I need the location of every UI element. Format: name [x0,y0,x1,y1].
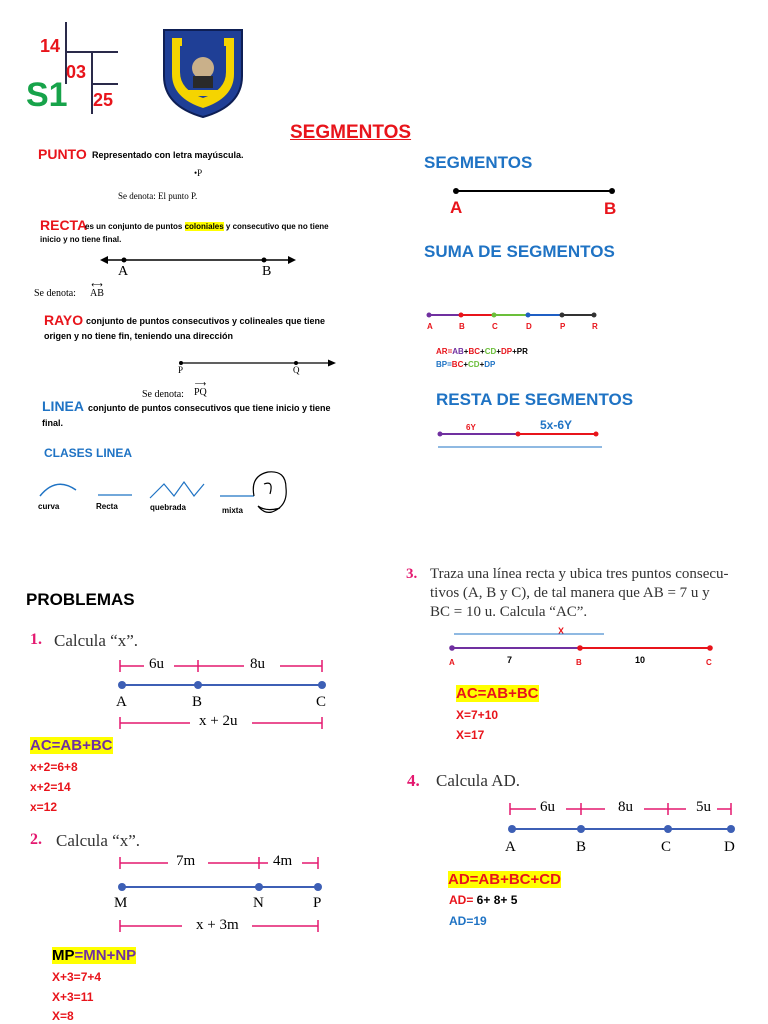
p2-top-label-2: 4m [273,853,293,869]
rayo-label-p: P [178,365,184,375]
date-year: 25 [93,90,114,110]
p1-text: Calcula “x”. [54,631,139,650]
p2-equation [52,947,136,964]
p2-step-2: X+3=11 [52,990,94,1004]
segment-label-b: B [604,199,617,218]
suma-eq1-lhs: AR [436,347,448,356]
suma-eq1-t4: DP [500,347,513,356]
suma-equation-2: BP=BC+CD+DP [436,360,496,369]
suma-diagram [426,310,606,320]
p4-point-a: A [505,839,516,855]
punto-term: PUNTO [38,146,87,162]
rayo-denota: Se denota: [142,389,184,400]
p1-step-1: x+2=6+8 [30,760,78,774]
session-label: S1 [26,76,68,114]
linea-desc-a: conjunto de puntos consecutivos que tiene inicio y tiene [88,403,331,413]
p3-text-b: tivos (A, B y C), de tal manera que AB = 7 u y [430,585,710,601]
recta-desc-line2: inicio y no tiene final. [40,235,122,244]
recta-desc-line1 [85,222,329,231]
p2-point-n: N [253,895,264,911]
suma-point-r: R [592,322,598,331]
p2-point-m: M [114,895,128,911]
date-day: 14 [40,36,61,56]
p1-top-label-2: 8u [250,656,265,672]
suma-eq2-t3: DP [484,360,496,369]
p4-point-c: C [661,839,672,855]
p2-top-label-1: 7m [176,853,196,869]
p1-step-2: x+2=14 [30,780,71,794]
clases-recta-label: Recta [96,502,118,511]
suma-point-b: B [459,322,465,331]
recta-notation-text: AB [90,288,104,299]
recta-denota: Se denota: [34,288,76,299]
p1-step-3: x=12 [30,800,58,814]
recta-term: RECTA [40,217,88,233]
segment-label-a: A [450,198,463,217]
segmentos-subtitle: SEGMENTOS [424,153,533,172]
p2-eq-lhs: MP [52,947,75,964]
p3-diagram [448,632,718,656]
punto-desc: Representado con letra mayúscula. [92,150,244,160]
punto-point-label: P [197,168,203,178]
p3-number: 3. [406,566,418,582]
p4-top-label-1: 6u [540,799,555,815]
p1-equation: AC=AB+BC [30,737,113,754]
resta-title: RESTA DE SEGMENTOS [436,390,634,409]
school-crest-logo [160,24,246,120]
recta-notation: ⟷ AB [90,280,104,299]
p2-point-p: P [313,895,322,911]
suma-eq1-t1: AB [452,347,464,356]
clases-title: CLASES LINEA [44,446,133,460]
rayo-label-q: Q [293,365,300,375]
p3-point-b: B [576,658,582,667]
p2-step-3: X=8 [52,1009,74,1023]
p3-equation: AC=AB+BC [456,685,539,702]
p4-point-b: B [576,839,587,855]
clases-quebrada-label: quebrada [150,503,187,512]
p2-eq-rhs: =MN+NP [74,947,137,964]
p2-number: 2. [30,831,42,848]
clases-curva-label: curva [38,502,60,511]
p2-text: Calcula “x”. [56,831,141,850]
p1-top-label-1: 6u [149,656,164,672]
suma-eq1-t2: BC [468,347,481,356]
recta-desc-b: y consecutivo que no tiene [223,222,329,231]
rayo-diagram [178,358,338,368]
p4-text: Calcula AD. [436,771,521,790]
recta-desc-highlight: coloniales [184,222,224,231]
p4-step-2: AD=19 [449,914,487,928]
p3-text-c: BC = 10 u. Calcula “AC”. [430,604,588,620]
clases-shapes [36,466,306,526]
p4-point-d: D [724,839,735,855]
p4-top-label-2: 8u [618,799,633,815]
p1-point-a: A [116,694,127,710]
problemas-title: PROBLEMAS [26,590,135,609]
p4-step-1-rhs: 6+ 8+ 5 [473,893,518,907]
suma-eq2-t2: CD [468,360,480,369]
p3-point-c: C [706,658,712,667]
segment-ab-diagram [452,186,622,196]
recta-desc-a: es un conjunto de puntos [85,222,185,231]
recta-label-a: A [118,264,129,279]
p4-top-label-3: 5u [696,799,711,815]
resta-right-label: 5x-6Y [540,418,573,432]
p4-step-1 [449,893,517,907]
rayo-notation-text: PQ [194,387,207,398]
resta-diagram [436,428,606,450]
p3-point-a: A [449,658,455,667]
p2-bottom-label: x + 3m [196,917,239,933]
recta-label-b: B [262,264,272,279]
suma-eq2-t1: BC [451,360,464,369]
suma-point-p: P [560,322,566,331]
rayo-desc-a: conjunto de puntos consecutivos y colineales que tiene [86,316,326,326]
suma-eq2-lhs: BP [436,360,448,369]
suma-eq1-t5: PR [516,347,528,356]
rayo-term: RAYO [44,312,84,328]
p3-step-1: X=7+10 [456,708,499,722]
suma-point-d: D [526,322,532,331]
p3-ab-value: 7 [507,655,513,665]
p4-number: 4. [407,771,420,790]
p1-number: 1. [30,631,42,648]
suma-equation-1: AR=AB+BC+CD+DP+PR [436,347,528,356]
suma-title: SUMA DE SEGMENTOS [424,242,615,261]
p4-step-1-lhs: AD= [449,893,474,907]
p3-bc-value: 10 [635,655,646,665]
p4-equation: AD=AB+BC+CD [448,871,561,888]
resta-left-label: 6Y [466,423,476,432]
punto-denota: Se denota: El punto P. [118,191,198,201]
punto-point-dot: •P [194,168,203,178]
p1-point-c: C [316,694,327,710]
rayo-desc-b: origen y no tiene fin, teniendo una dirección [44,331,234,341]
rayo-notation: ⟶ PQ [194,379,207,398]
suma-eq1-t3: CD [484,347,497,356]
date-month: 03 [66,62,87,82]
p3-text-a: Traza una línea recta y ubica tres puntos consecu- [430,566,729,582]
page-title: SEGMENTOS [290,122,412,143]
p1-point-b: B [192,694,203,710]
p1-bottom-label: x + 2u [199,713,238,729]
p3-x-label: X [558,626,565,636]
linea-term: LINEA [42,398,84,414]
p3-step-2: X=17 [456,728,485,742]
suma-point-c: C [492,322,498,331]
linea-desc-b: final. [42,418,64,428]
p2-step-1: X+3=7+4 [52,970,102,984]
clases-mixta-label: mixta [222,506,243,515]
suma-point-a: A [427,322,433,331]
